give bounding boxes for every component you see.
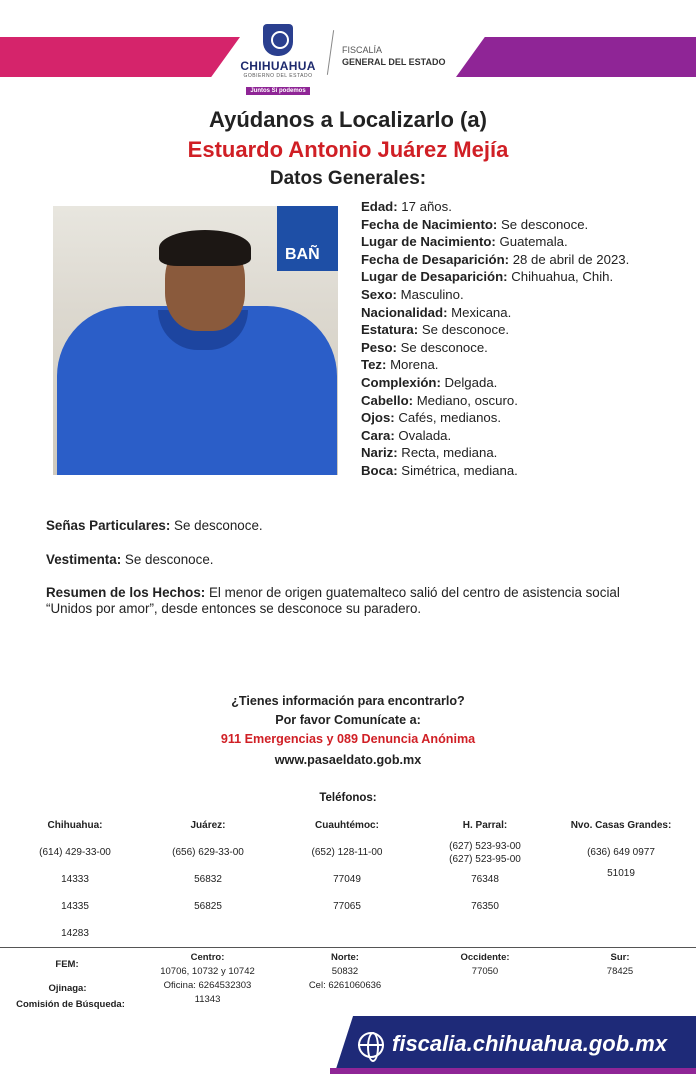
facts-summary-label: Resumen de los Hechos: xyxy=(46,585,206,600)
fem-norte-label: Norte: xyxy=(331,952,359,963)
data-value: Ovalada. xyxy=(394,427,452,443)
data-value: Cafés, medianos. xyxy=(394,410,501,426)
data-row xyxy=(361,356,629,374)
fem-label-text: FEM: xyxy=(55,959,79,970)
agency-name xyxy=(342,44,446,68)
data-value: Morena. xyxy=(386,357,439,373)
data-value: 17 años. xyxy=(397,199,452,214)
phone-number: 56832 xyxy=(194,874,222,885)
data-row xyxy=(361,233,629,251)
phone-city: Cuauhtémoc: xyxy=(315,820,379,831)
data-value: Recta, mediana. xyxy=(397,445,498,461)
data-label: Edad: xyxy=(361,199,398,214)
logo-subtitle: GOBIERNO DEL ESTADO xyxy=(243,73,313,79)
fem-sur xyxy=(575,951,665,979)
ojinaga-cell-phone: Cel: 6261060636 xyxy=(308,980,382,991)
particular-signs xyxy=(46,518,263,534)
data-value: Delgada. xyxy=(440,374,498,390)
data-row xyxy=(361,321,629,339)
phone-number: (656) 629-33-00 xyxy=(172,847,244,858)
data-row xyxy=(361,392,629,410)
data-row xyxy=(361,304,629,322)
fem-sur-label: Sur: xyxy=(610,952,630,963)
data-row xyxy=(361,444,629,462)
contact-question: ¿Tienes información para encontrarlo? xyxy=(231,694,465,708)
fem-sur-value: 78425 xyxy=(606,966,634,977)
footer-stripe xyxy=(330,1068,696,1074)
shield-icon xyxy=(263,24,293,56)
data-row xyxy=(361,251,629,269)
bathroom-sign-text: BAÑ xyxy=(285,246,320,263)
clothing-value: Se desconoce. xyxy=(121,552,214,567)
data-value: Se desconoce. xyxy=(396,339,488,355)
phone-city: Juárez: xyxy=(190,820,226,831)
phone-number: 14335 xyxy=(61,901,89,912)
data-row xyxy=(361,339,629,357)
phone-number: (614) 429-33-00 xyxy=(39,847,111,858)
phones-divider xyxy=(0,947,696,948)
data-row xyxy=(361,409,629,427)
data-label: Peso: xyxy=(361,339,397,355)
search-commission-value: 11343 xyxy=(194,994,221,1005)
phone-number: 77049 xyxy=(333,874,361,885)
ojinaga-label xyxy=(20,982,115,996)
phone-number: (636) 649 0977 xyxy=(587,847,655,858)
phones-title: Teléfonos: xyxy=(319,792,377,804)
data-label: Complexión: xyxy=(361,374,441,390)
ojinaga-office-phone: Oficina: 6264532303 xyxy=(163,980,252,991)
fem-occidente-value: 77050 xyxy=(471,966,499,977)
particular-signs-label: Señas Particulares: xyxy=(46,518,171,533)
data-label: Fecha de Nacimiento: xyxy=(361,216,498,232)
data-label: Lugar de Nacimiento: xyxy=(361,234,496,250)
data-value: Simétrica, mediana. xyxy=(397,462,518,478)
clothing-label: Vestimenta: xyxy=(46,552,122,567)
missing-person-name: Estuardo Antonio Juárez Mejía xyxy=(187,137,509,162)
phone-number: 14333 xyxy=(61,874,89,885)
agency-line1: FISCALÍA xyxy=(342,45,383,55)
data-row xyxy=(361,268,629,286)
phone-number: (627) 523-95-00 xyxy=(449,854,521,865)
data-value: Mediano, oscuro. xyxy=(413,392,518,408)
phone-city: Chihuahua: xyxy=(47,820,103,831)
agency-line2: GENERAL DEL ESTADO xyxy=(342,57,446,67)
logo-name: CHIHUAHUA xyxy=(240,59,316,73)
search-commission-label xyxy=(8,998,133,1012)
fem-occidente xyxy=(430,951,540,979)
data-row xyxy=(361,374,629,392)
state-logo xyxy=(238,24,318,94)
phone-number: (652) 128-11-00 xyxy=(311,847,383,858)
phone-number: 51019 xyxy=(607,868,635,879)
website-link[interactable]: www.pasaeldato.gob.mx xyxy=(274,753,422,767)
data-label: Lugar de Desaparición: xyxy=(361,269,508,285)
data-row xyxy=(361,462,629,480)
phone-number: 14283 xyxy=(61,928,89,939)
fem-centro xyxy=(140,951,275,1007)
data-label: Nariz: xyxy=(361,445,398,461)
data-label: Estatura: xyxy=(361,322,419,338)
contact-call: Por favor Comunícate a: xyxy=(275,713,421,727)
search-commission-label-text: Comisión de Búsqueda: xyxy=(16,999,125,1010)
data-label: Ojos: xyxy=(361,410,395,426)
general-data-list xyxy=(361,198,629,480)
phone-number: 76348 xyxy=(471,874,499,885)
data-row xyxy=(361,286,629,304)
phone-number: 56825 xyxy=(194,901,222,912)
data-value: Guatemala. xyxy=(495,234,568,250)
header-divider xyxy=(327,30,334,75)
photo-hair xyxy=(159,230,251,266)
fem-occidente-label: Occidente: xyxy=(460,952,510,963)
data-row xyxy=(361,216,629,234)
data-label: Sexo: xyxy=(361,286,397,302)
data-row xyxy=(361,198,629,216)
header-purple-band xyxy=(456,37,696,77)
phone-city: Nvo. Casas Grandes: xyxy=(570,820,672,831)
person-photo xyxy=(53,206,338,475)
clothing xyxy=(46,552,213,568)
logo-tagline: Juntos Sí podemos xyxy=(246,87,309,95)
phone-number: 77065 xyxy=(333,901,361,912)
data-value: Se desconoce. xyxy=(497,216,589,232)
phone-number: 76350 xyxy=(471,901,499,912)
particular-signs-value: Se desconoce. xyxy=(170,518,263,533)
data-value: Chihuahua, Chih. xyxy=(507,269,614,285)
data-label: Boca: xyxy=(361,462,398,478)
facts-summary-value: El menor de origen guatemalteco salió del centro de asistencia social “Unidos por amor”, desde entonces se desconoce su paradero. xyxy=(46,585,620,616)
data-value: Masculino. xyxy=(396,286,464,302)
data-value: 28 de abril de 2023. xyxy=(509,251,630,267)
data-value: Mexicana. xyxy=(447,304,512,320)
fem-centro-label: Centro: xyxy=(190,952,225,963)
facts-summary xyxy=(46,585,646,617)
data-row xyxy=(361,427,629,445)
fem-norte xyxy=(290,951,400,993)
data-label: Tez: xyxy=(361,357,387,373)
data-label: Cabello: xyxy=(361,392,414,408)
footer-website-link[interactable]: fiscalia.chihuahua.gob.mx xyxy=(392,1031,668,1056)
data-label: Nacionalidad: xyxy=(361,304,448,320)
fem-label xyxy=(35,958,99,972)
phone-number: (627) 523-93-00 xyxy=(449,841,521,852)
fem-centro-value: 10706, 10732 y 10742 xyxy=(160,966,255,977)
data-value: Se desconoce. xyxy=(418,322,510,338)
phone-city: H. Parral: xyxy=(462,820,508,831)
fem-norte-value: 50832 xyxy=(331,966,359,977)
globe-icon xyxy=(358,1032,384,1058)
help-title: Ayúdanos a Localizarlo (a) xyxy=(209,107,487,132)
data-label: Cara: xyxy=(361,427,395,443)
header-pink-band xyxy=(0,37,240,77)
ojinaga-label-text: Ojinaga: xyxy=(48,983,87,994)
section-title: Datos Generales: xyxy=(269,168,427,189)
data-label: Fecha de Desaparición: xyxy=(361,251,510,267)
emergency-numbers: 911 Emergencias y 089 Denuncia Anónima xyxy=(220,732,476,746)
